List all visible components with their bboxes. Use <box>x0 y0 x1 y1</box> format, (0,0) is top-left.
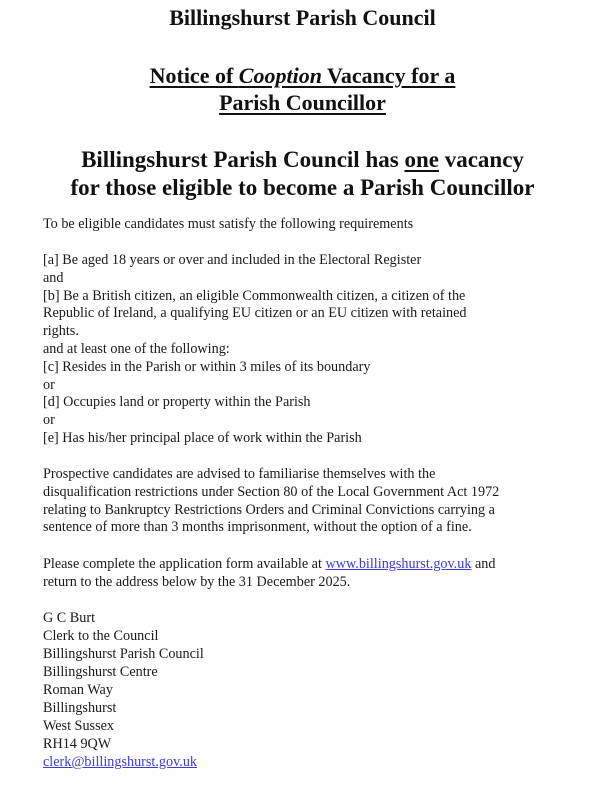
advice-line: sentence of more than 3 months imprisonment, without the option of a fine. <box>43 519 472 536</box>
clerk-name: G C Burt <box>43 610 96 626</box>
requirement-line: Republic of Ireland, a qualifying EU citizen or an EU citizen with retained <box>43 305 467 322</box>
application-instructions <box>43 556 563 592</box>
requirement-line: [e] Has his/her principal place of work within the Parish <box>43 429 362 446</box>
advice-line: Prospective candidates are advised to familiarise themselves with the <box>43 466 436 482</box>
requirements-list <box>43 252 563 448</box>
address-line: Roman Way <box>43 682 113 698</box>
vacancy-line1 <box>81 147 524 172</box>
vacancy-heading <box>0 146 605 202</box>
email-link[interactable]: clerk@billingshurst.gov.uk <box>43 754 198 770</box>
email-line <box>43 753 563 771</box>
address-line: Billingshurst Parish Council <box>43 646 204 662</box>
requirement-line: rights. <box>43 323 79 340</box>
requirement-line: and at least one of the following: <box>43 340 230 357</box>
eligibility-intro: To be eligible candidates must satisfy the following requirements <box>43 216 414 232</box>
apply-text-end: and <box>471 556 496 572</box>
disqualification-advice <box>43 466 563 537</box>
address-line: West Sussex <box>43 718 114 734</box>
requirement-line: [c] Resides in the Parish or within 3 miles of its boundary <box>43 358 371 375</box>
address-line: Billingshurst <box>43 700 117 716</box>
advice-line: disqualification restrictions under Section 80 of the Local Government Act 1972 <box>43 483 500 500</box>
apply-text: Please complete the application form available at <box>43 556 326 572</box>
address-line: Billingshurst Centre <box>43 664 158 680</box>
requirement-line: [d] Occupies land or property within the Parish <box>43 394 311 411</box>
notice-title-text-end: Vacancy for a <box>321 63 456 88</box>
clerk-address-block <box>43 609 563 771</box>
council-name-heading: Billingshurst Parish Council <box>169 5 436 30</box>
apply-line2: return to the address below by the 31 December 2025. <box>43 573 351 590</box>
vacancy-count-emphasis: one <box>404 147 439 172</box>
notice-title <box>0 62 605 116</box>
apply-line1 <box>43 556 563 574</box>
clerk-title: Clerk to the Council <box>43 628 159 644</box>
requirement-line: [b] Be a British citizen, an eligible Commonwealth citizen, a citizen of the <box>43 287 466 304</box>
notice-title-italic: Cooption <box>238 63 322 88</box>
website-link[interactable]: www.billingshurst.gov.uk <box>325 556 472 572</box>
requirement-line: or <box>43 376 55 393</box>
notice-title-line2: Parish Councillor <box>219 90 386 115</box>
postcode: RH14 9QW <box>43 736 112 752</box>
advice-line: relating to Bankruptcy Restrictions Orders and Criminal Convictions carrying a <box>43 501 495 518</box>
requirement-line: and <box>43 269 64 286</box>
vacancy-line1-text-end: vacancy <box>438 147 524 172</box>
requirement-line: or <box>43 412 55 429</box>
requirement-line: [a] Be aged 18 years or over and included in the Electoral Register <box>43 252 422 268</box>
notice-title-text: Notice of <box>149 63 239 88</box>
notice-title-line1 <box>150 63 456 88</box>
vacancy-line1-text: Billingshurst Parish Council has <box>81 147 405 172</box>
vacancy-line2: for those eligible to become a Parish Councillor <box>70 175 535 200</box>
